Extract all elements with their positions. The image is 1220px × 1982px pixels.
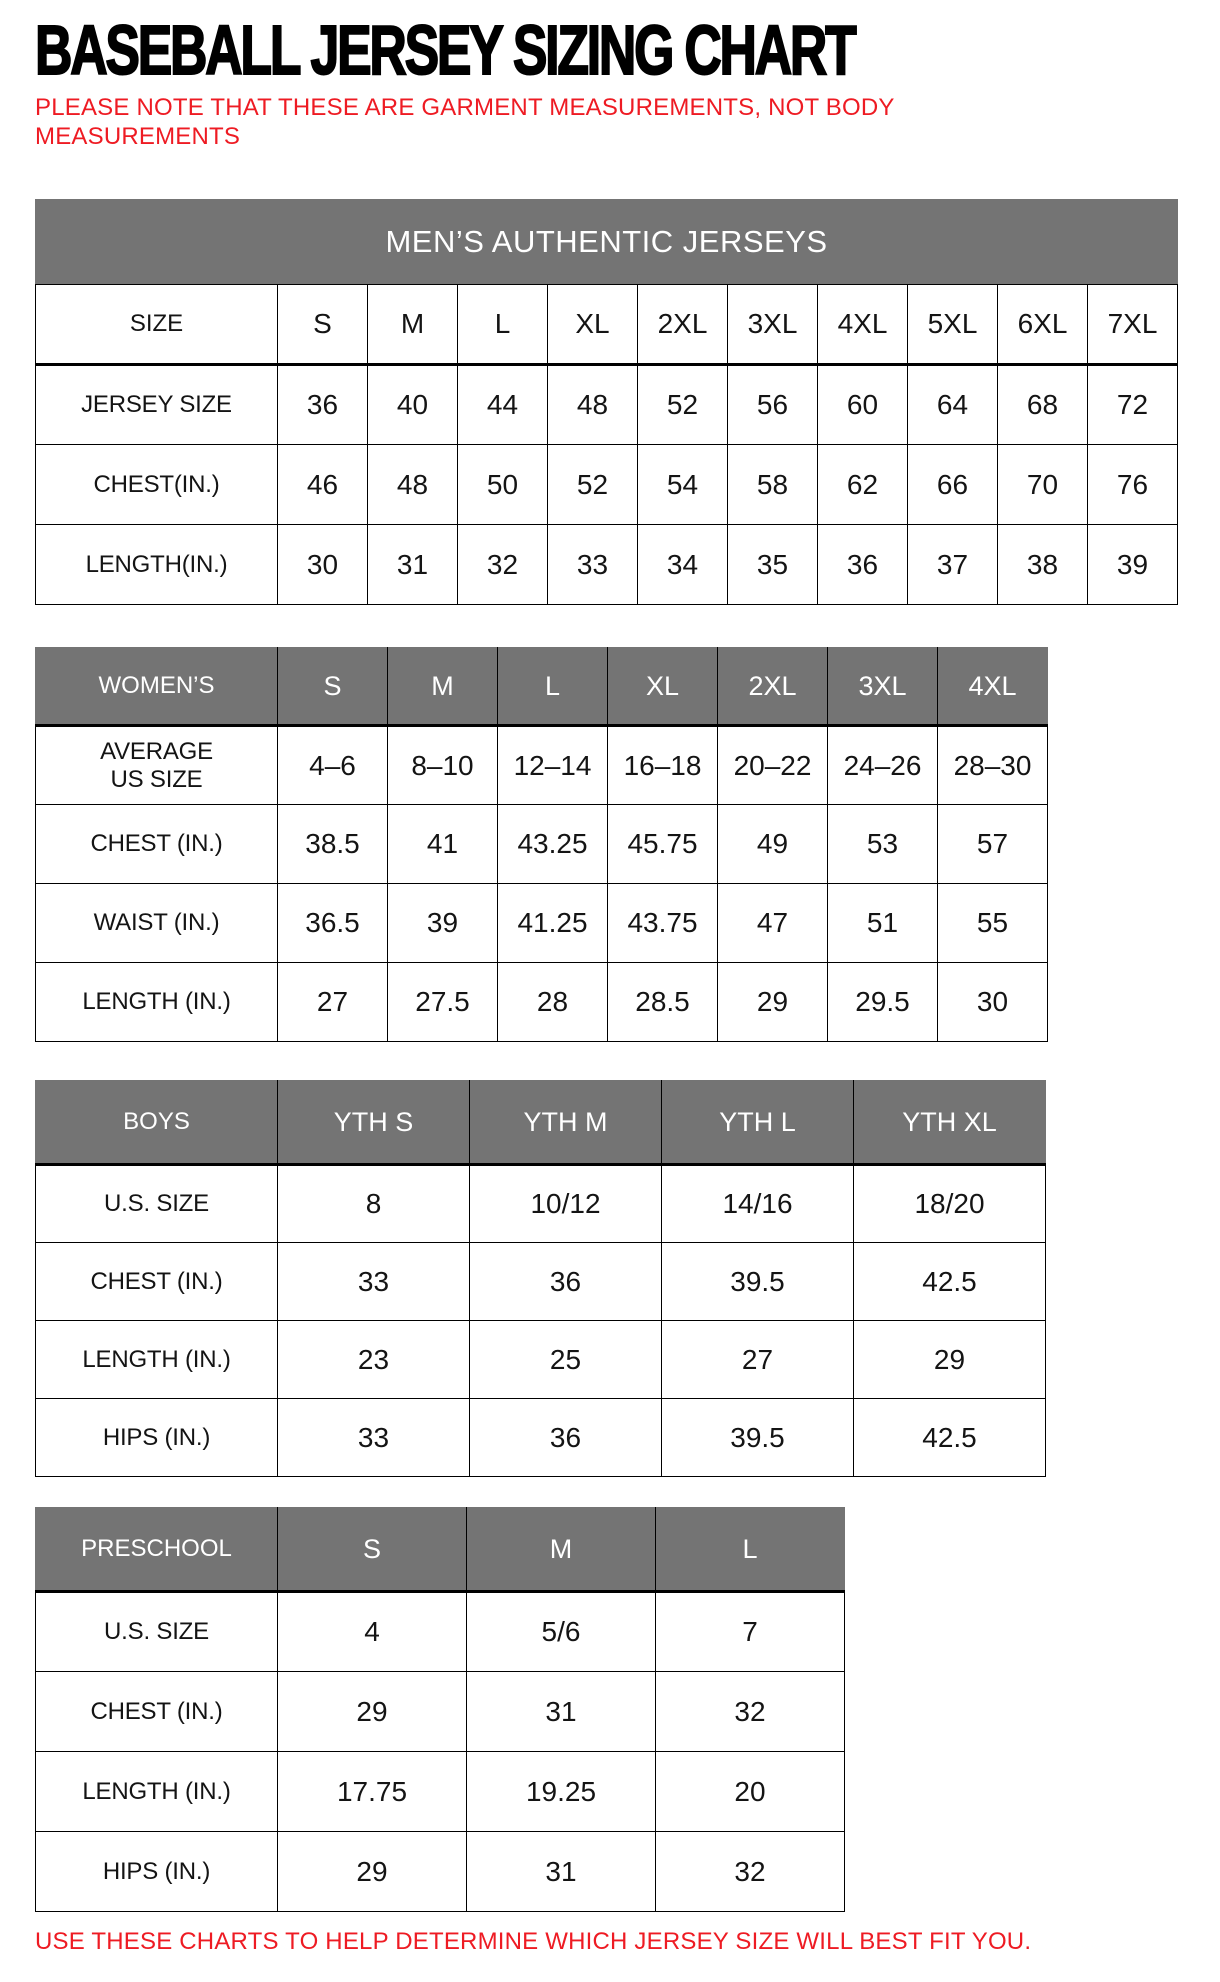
column-header-cell: S (278, 648, 388, 726)
womens-sizing-table (35, 647, 1048, 1042)
table-row (36, 445, 1178, 525)
preschool-sizing-table (35, 1507, 845, 1912)
value-cell: 42.5 (854, 1399, 1046, 1477)
value-cell: 36 (470, 1243, 662, 1321)
row-label-cell: LENGTH (IN.) (36, 1752, 278, 1832)
row-label-cell: HIPS (IN.) (36, 1399, 278, 1477)
value-cell: 7 (656, 1592, 845, 1672)
table-row (36, 365, 1178, 445)
page-title-text: BASEBALL JERSEY SIZING CHART (35, 11, 855, 89)
value-cell: 54 (638, 445, 728, 525)
value-cell: 72 (1088, 365, 1178, 445)
value-cell: 33 (278, 1243, 470, 1321)
value-cell: 43.75 (608, 884, 718, 963)
boys-sizing-table (35, 1080, 1046, 1477)
value-cell: 20–22 (718, 726, 828, 805)
value-cell: 28 (498, 963, 608, 1042)
value-cell: 53 (828, 805, 938, 884)
value-cell: 18/20 (854, 1165, 1046, 1243)
value-cell: 28–30 (938, 726, 1048, 805)
table-row (36, 1832, 845, 1912)
header-label-cell: PRESCHOOL (36, 1508, 278, 1592)
row-label-cell: HIPS (IN.) (36, 1832, 278, 1912)
value-cell: 36 (278, 365, 368, 445)
row-label-cell: JERSEY SIZE (36, 365, 278, 445)
table-row (36, 805, 1048, 884)
column-header-cell: XL (608, 648, 718, 726)
row-label-cell: CHEST (IN.) (36, 1243, 278, 1321)
column-header-cell: YTH M (470, 1081, 662, 1165)
value-cell: 14/16 (662, 1165, 854, 1243)
row-label-cell: LENGTH(IN.) (36, 525, 278, 605)
value-cell: 39 (1088, 525, 1178, 605)
column-header-cell: L (656, 1508, 845, 1592)
row-label-cell: CHEST (IN.) (36, 1672, 278, 1752)
row-label-cell: AVERAGE US SIZE (36, 726, 278, 805)
value-cell: 47 (718, 884, 828, 963)
column-header-cell: M (368, 285, 458, 365)
table-row (36, 1672, 845, 1752)
value-cell: 29 (854, 1321, 1046, 1399)
value-cell: 29.5 (828, 963, 938, 1042)
table-row (36, 1752, 845, 1832)
table-title-row (36, 200, 1178, 285)
value-cell: 37 (908, 525, 998, 605)
column-header-cell: L (458, 285, 548, 365)
table-header-row (36, 648, 1048, 726)
value-cell: 58 (728, 445, 818, 525)
value-cell: 32 (656, 1832, 845, 1912)
header-label-cell: BOYS (36, 1081, 278, 1165)
table-row (36, 726, 1048, 805)
value-cell: 70 (998, 445, 1088, 525)
table-title-cell: MEN’S AUTHENTIC JERSEYS (36, 200, 1178, 285)
value-cell: 38.5 (278, 805, 388, 884)
value-cell: 8 (278, 1165, 470, 1243)
value-cell: 52 (548, 445, 638, 525)
value-cell: 16–18 (608, 726, 718, 805)
value-cell: 33 (278, 1399, 470, 1477)
table-row (36, 525, 1178, 605)
column-header-cell: 7XL (1088, 285, 1178, 365)
value-cell: 42.5 (854, 1243, 1046, 1321)
value-cell: 32 (458, 525, 548, 605)
value-cell: 29 (718, 963, 828, 1042)
value-cell: 41 (388, 805, 498, 884)
value-cell: 31 (368, 525, 458, 605)
garment-measurement-note: PLEASE NOTE THAT THESE ARE GARMENT MEASUREMENTS, NOT BODY MEASUREMENTS (35, 94, 895, 150)
value-cell: 8–10 (388, 726, 498, 805)
column-header-cell: S (278, 1508, 467, 1592)
column-header-cell: M (467, 1508, 656, 1592)
table-row (36, 963, 1048, 1042)
value-cell: 34 (638, 525, 728, 605)
value-cell: 20 (656, 1752, 845, 1832)
value-cell: 43.25 (498, 805, 608, 884)
value-cell: 28.5 (608, 963, 718, 1042)
value-cell: 39.5 (662, 1399, 854, 1477)
footer-note: USE THESE CHARTS TO HELP DETERMINE WHICH JERSEY SIZE WILL BEST FIT YOU. (35, 1928, 1032, 1955)
value-cell: 39 (388, 884, 498, 963)
header-label-cell: WOMEN’S (36, 648, 278, 726)
value-cell: 48 (368, 445, 458, 525)
table-row (36, 1321, 1046, 1399)
value-cell: 60 (818, 365, 908, 445)
value-cell: 44 (458, 365, 548, 445)
row-label-cell: CHEST(IN.) (36, 445, 278, 525)
value-cell: 68 (998, 365, 1088, 445)
value-cell: 12–14 (498, 726, 608, 805)
value-cell: 36 (818, 525, 908, 605)
value-cell: 48 (548, 365, 638, 445)
value-cell: 32 (656, 1672, 845, 1752)
value-cell: 31 (467, 1832, 656, 1912)
value-cell: 49 (718, 805, 828, 884)
value-cell: 50 (458, 445, 548, 525)
table-header-row (36, 285, 1178, 365)
column-header-cell: 6XL (998, 285, 1088, 365)
column-header-cell: 2XL (718, 648, 828, 726)
value-cell: 27 (278, 963, 388, 1042)
row-label-cell: LENGTH (IN.) (36, 963, 278, 1042)
value-cell: 51 (828, 884, 938, 963)
value-cell: 55 (938, 884, 1048, 963)
value-cell: 4 (278, 1592, 467, 1672)
value-cell: 38 (998, 525, 1088, 605)
table-row (36, 1592, 845, 1672)
column-header-cell: L (498, 648, 608, 726)
column-header-cell: YTH S (278, 1081, 470, 1165)
value-cell: 39.5 (662, 1243, 854, 1321)
column-header-cell: 4XL (938, 648, 1048, 726)
value-cell: 19.25 (467, 1752, 656, 1832)
value-cell: 56 (728, 365, 818, 445)
value-cell: 35 (728, 525, 818, 605)
value-cell: 33 (548, 525, 638, 605)
table-row (36, 884, 1048, 963)
row-label-cell: U.S. SIZE (36, 1592, 278, 1672)
value-cell: 64 (908, 365, 998, 445)
value-cell: 4–6 (278, 726, 388, 805)
value-cell: 36 (470, 1399, 662, 1477)
value-cell: 52 (638, 365, 728, 445)
value-cell: 17.75 (278, 1752, 467, 1832)
mens-authentic-jerseys-table (35, 199, 1178, 605)
value-cell: 30 (278, 525, 368, 605)
table-row (36, 1165, 1046, 1243)
value-cell: 23 (278, 1321, 470, 1399)
value-cell: 10/12 (470, 1165, 662, 1243)
column-header-cell: 3XL (828, 648, 938, 726)
row-label-cell: U.S. SIZE (36, 1165, 278, 1243)
value-cell: 27 (662, 1321, 854, 1399)
column-header-cell: M (388, 648, 498, 726)
column-header-cell: XL (548, 285, 638, 365)
row-label-cell: CHEST (IN.) (36, 805, 278, 884)
column-header-cell: YTH XL (854, 1081, 1046, 1165)
value-cell: 45.75 (608, 805, 718, 884)
value-cell: 29 (278, 1832, 467, 1912)
column-header-cell: YTH L (662, 1081, 854, 1165)
value-cell: 24–26 (828, 726, 938, 805)
value-cell: 66 (908, 445, 998, 525)
value-cell: 29 (278, 1672, 467, 1752)
value-cell: 30 (938, 963, 1048, 1042)
value-cell: 46 (278, 445, 368, 525)
value-cell: 31 (467, 1672, 656, 1752)
value-cell: 27.5 (388, 963, 498, 1042)
column-header-cell: 3XL (728, 285, 818, 365)
table-header-row (36, 1508, 845, 1592)
column-header-cell: 4XL (818, 285, 908, 365)
row-label-cell: WAIST (IN.) (36, 884, 278, 963)
table-row (36, 1399, 1046, 1477)
value-cell: 41.25 (498, 884, 608, 963)
value-cell: 25 (470, 1321, 662, 1399)
value-cell: 57 (938, 805, 1048, 884)
row-label-cell: LENGTH (IN.) (36, 1321, 278, 1399)
header-label-cell: SIZE (36, 285, 278, 365)
column-header-cell: S (278, 285, 368, 365)
column-header-cell: 2XL (638, 285, 728, 365)
column-header-cell: 5XL (908, 285, 998, 365)
table-header-row (36, 1081, 1046, 1165)
value-cell: 40 (368, 365, 458, 445)
value-cell: 5/6 (467, 1592, 656, 1672)
table-row (36, 1243, 1046, 1321)
value-cell: 36.5 (278, 884, 388, 963)
page-title (35, 11, 1220, 89)
value-cell: 62 (818, 445, 908, 525)
value-cell: 76 (1088, 445, 1178, 525)
